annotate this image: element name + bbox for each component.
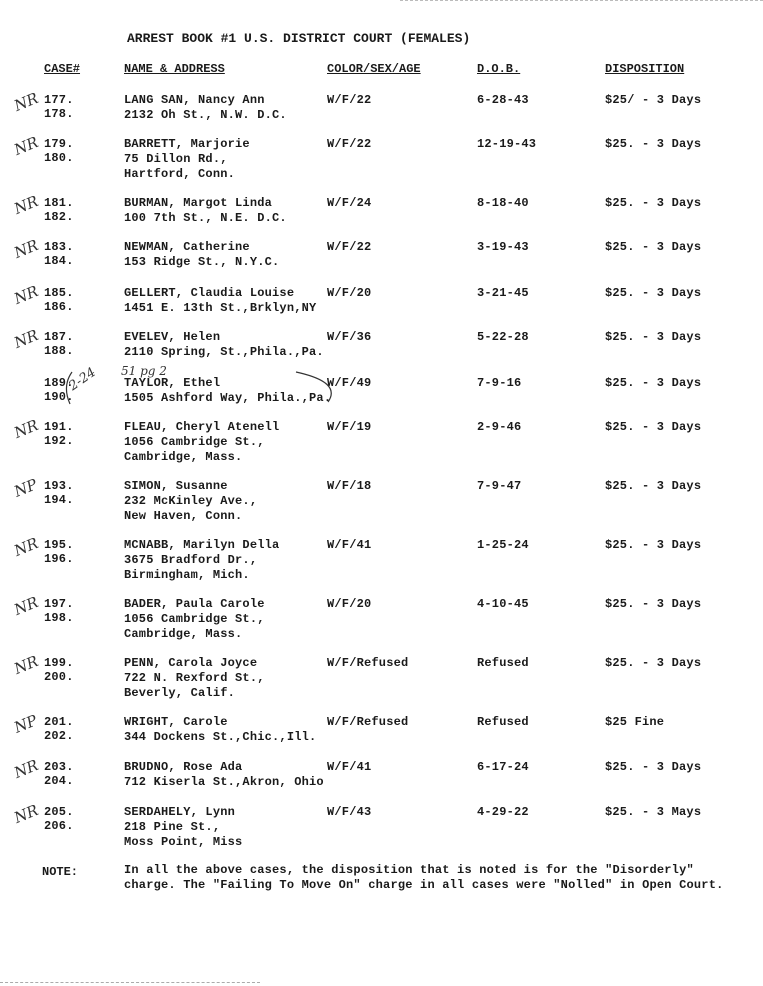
name-address: TAYLOR, Ethel 1505 Ashford Way, Phila.,Pa.: [124, 376, 332, 405]
header-name-address: NAME & ADDRESS: [124, 62, 225, 76]
name-address: BADER, Paula Carole 1056 Cambridge St., Cambridge, Mass.: [124, 597, 265, 641]
header-dob: D.O.B.: [477, 62, 521, 76]
name-address: NEWMAN, Catherine 153 Ridge St., N.Y.C.: [124, 240, 280, 269]
disposition: $25. - 3 Days: [605, 196, 702, 210]
date-of-birth: Refused: [477, 656, 529, 670]
color-sex-age: W/F/22: [327, 240, 372, 254]
date-of-birth: 7-9-47: [477, 479, 522, 493]
handwritten-mark: NR: [11, 89, 41, 115]
disposition: $25 Fine: [605, 715, 665, 729]
date-of-birth: 1-25-24: [477, 538, 529, 552]
date-of-birth: Refused: [477, 715, 529, 729]
case-number: 179. 180.: [44, 137, 74, 165]
name-address: GELLERT, Claudia Louise 1451 E. 13th St.,Brklyn,NY: [124, 286, 317, 315]
page-title: ARREST BOOK #1 U.S. DISTRICT COURT (FEMALES): [127, 31, 471, 46]
page-edge-top: [400, 0, 763, 2]
date-of-birth: 3-19-43: [477, 240, 529, 254]
date-of-birth: 2-9-46: [477, 420, 522, 434]
handwritten-mark: NR: [11, 236, 41, 262]
case-number: 191. 192.: [44, 420, 74, 448]
handwritten-mark: NR: [11, 801, 41, 827]
page-edge-bottom: [0, 982, 260, 984]
color-sex-age: W/F/41: [327, 760, 372, 774]
handwritten-mark: NR: [11, 756, 41, 782]
case-number: 195. 196.: [44, 538, 74, 566]
name-address: SERDAHELY, Lynn 218 Pine St., Moss Point, Miss: [124, 805, 243, 849]
case-number: 197. 198.: [44, 597, 74, 625]
color-sex-age: W/F/22: [327, 137, 372, 151]
case-number: 201. 202.: [44, 715, 74, 743]
disposition: $25. - 3 Days: [605, 330, 702, 344]
disposition: $25. - 3 Days: [605, 376, 702, 390]
case-number: 187. 188.: [44, 330, 74, 358]
name-address: FLEAU, Cheryl Atenell 1056 Cambridge St., Cambridge, Mass.: [124, 420, 280, 464]
color-sex-age: W/F/19: [327, 420, 372, 434]
color-sex-age: W/F/18: [327, 479, 372, 493]
handwritten-mark: NR: [11, 326, 41, 352]
date-of-birth: 4-10-45: [477, 597, 529, 611]
handwritten-mark: NR: [11, 652, 41, 678]
name-address: BARRETT, Marjorie 75 Dillon Rd., Hartford, Conn.: [124, 137, 250, 181]
disposition: $25. - 3 Days: [605, 420, 702, 434]
handwritten-mark: NR: [11, 192, 41, 218]
note-label: NOTE:: [42, 865, 79, 879]
date-of-birth: 6-17-24: [477, 760, 529, 774]
disposition: $25. - 3 Days: [605, 656, 702, 670]
handwritten-mark: NR: [11, 534, 41, 560]
disposition: $25. - 3 Days: [605, 137, 702, 151]
handwritten-mark: NR: [11, 593, 41, 619]
header-case: CASE#: [44, 62, 81, 76]
color-sex-age: W/F/43: [327, 805, 372, 819]
disposition: $25. - 3 Days: [605, 240, 702, 254]
color-sex-age: W/F/20: [327, 597, 372, 611]
disposition: $25/ - 3 Days: [605, 93, 702, 107]
color-sex-age: W/F/41: [327, 538, 372, 552]
disposition: $25. - 3 Days: [605, 479, 702, 493]
handwritten-annotation: 51 pg 2: [121, 364, 167, 378]
color-sex-age: W/F/24: [327, 196, 372, 210]
color-sex-age: W/F/49: [327, 376, 372, 390]
name-address: WRIGHT, Carole 344 Dockens St.,Chic.,Ill.: [124, 715, 317, 744]
color-sex-age: W/F/Refused: [327, 656, 409, 670]
disposition: $25. - 3 Days: [605, 538, 702, 552]
disposition: $25. - 3 Days: [605, 760, 702, 774]
case-number: 181. 182.: [44, 196, 74, 224]
handwritten-mark: NP: [11, 711, 40, 737]
name-address: PENN, Carola Joyce 722 N. Rexford St., Beverly, Calif.: [124, 656, 265, 700]
color-sex-age: W/F/Refused: [327, 715, 409, 729]
disposition: $25. - 3 Days: [605, 286, 702, 300]
header-color-sex-age: COLOR/SEX/AGE: [327, 62, 421, 76]
case-number: 177. 178.: [44, 93, 74, 121]
color-sex-age: W/F/20: [327, 286, 372, 300]
date-of-birth: 6-28-43: [477, 93, 529, 107]
case-number: 203. 204.: [44, 760, 74, 788]
name-address: BRUDNO, Rose Ada 712 Kiserla St.,Akron, Ohio: [124, 760, 324, 789]
case-number: 183. 184.: [44, 240, 74, 268]
name-address: BURMAN, Margot Linda 100 7th St., N.E. D.C.: [124, 196, 287, 225]
disposition: $25. - 3 Days: [605, 597, 702, 611]
date-of-birth: 12-19-43: [477, 137, 537, 151]
case-number: 199. 200.: [44, 656, 74, 684]
handwritten-mark: 2-24: [66, 364, 99, 395]
color-sex-age: W/F/36: [327, 330, 372, 344]
date-of-birth: 8-18-40: [477, 196, 529, 210]
name-address: EVELEV, Helen 2110 Spring, St.,Phila.,Pa.: [124, 330, 324, 359]
case-number: 205. 206.: [44, 805, 74, 833]
disposition: $25. - 3 Mays: [605, 805, 702, 819]
date-of-birth: 3-21-45: [477, 286, 529, 300]
name-address: MCNABB, Marilyn Della 3675 Bradford Dr., Birmingham, Mich.: [124, 538, 280, 582]
handwritten-mark: NR: [11, 133, 41, 159]
case-number: 185. 186.: [44, 286, 74, 314]
case-number: 193. 194.: [44, 479, 74, 507]
right-bracket-icon: [296, 372, 331, 402]
case-number: 189. 190.: [44, 376, 74, 404]
name-address: LANG SAN, Nancy Ann 2132 Oh St., N.W. D.C.: [124, 93, 287, 122]
handwritten-bracket-icon: [58, 370, 358, 410]
handwritten-mark: NR: [11, 416, 41, 442]
left-bracket-icon: [66, 372, 72, 404]
handwritten-mark: NR: [11, 282, 41, 308]
handwritten-mark: NP: [11, 475, 40, 501]
color-sex-age: W/F/22: [327, 93, 372, 107]
name-address: SIMON, Susanne 232 McKinley Ave., New Haven, Conn.: [124, 479, 258, 523]
date-of-birth: 5-22-28: [477, 330, 529, 344]
note-text: In all the above cases, the disposition that is noted is for the "Disorderly" charge. The "Failing To Move On" charge in all cases were "Nolled" in Open Court.: [124, 863, 724, 892]
date-of-birth: 4-29-22: [477, 805, 529, 819]
date-of-birth: 7-9-16: [477, 376, 522, 390]
header-disposition: DISPOSITION: [605, 62, 685, 76]
